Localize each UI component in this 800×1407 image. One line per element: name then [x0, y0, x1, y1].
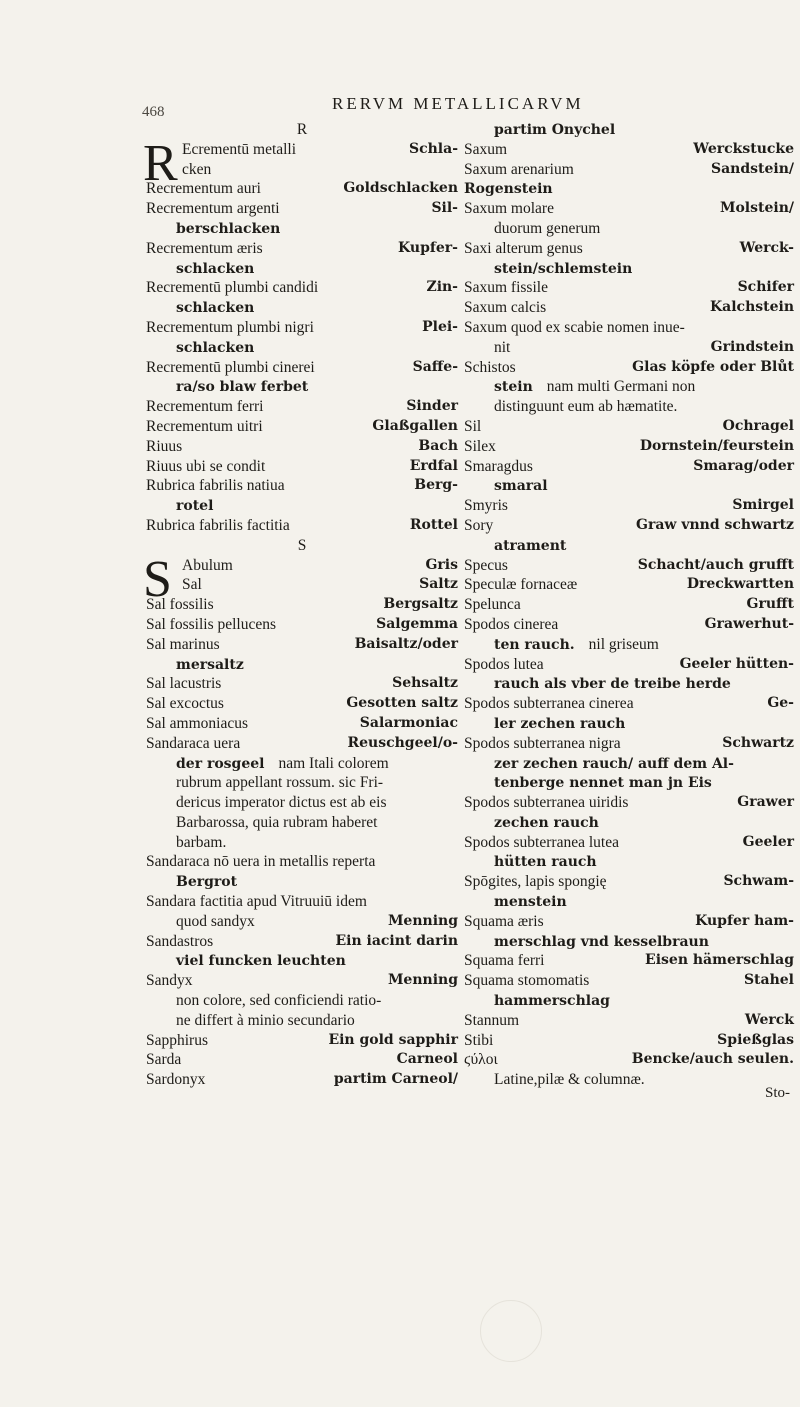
- entry-line: [464, 457, 794, 477]
- latin-term: Spodos lutea: [464, 655, 544, 673]
- entry-line: [146, 160, 458, 180]
- german-term: Berg-: [414, 477, 458, 494]
- entry-line: [464, 615, 794, 635]
- entry-line: [464, 793, 794, 813]
- german-continuation: rauch als vber de treibe herde: [494, 676, 731, 693]
- entry-line: [146, 120, 458, 140]
- latin-term: Spodos subterranea cinerea: [464, 695, 634, 713]
- entry-line: [146, 833, 458, 853]
- german-term: Glaßgallen: [372, 417, 458, 434]
- latin-term: Sal excoctus: [146, 695, 224, 713]
- german-term: Ochragel: [722, 417, 794, 434]
- entry-line: [464, 595, 794, 615]
- entry-line: [146, 318, 458, 338]
- entry-line: [146, 892, 458, 912]
- latin-term: Spelunca: [464, 596, 521, 614]
- german-term: Spießglas: [717, 1031, 794, 1048]
- entry-line: [146, 179, 458, 199]
- entry-line: [464, 536, 794, 556]
- entry-line: [464, 278, 794, 298]
- german-term: Kalchstein: [709, 299, 794, 316]
- latin-term: Ecrementū metalli: [182, 140, 297, 158]
- german-continuation: stein/schlemstein: [494, 260, 633, 277]
- entry-line: [146, 476, 458, 496]
- german-term: Schwam-: [723, 873, 794, 890]
- entry-line: [464, 1031, 794, 1051]
- german-term: Plei-: [422, 318, 458, 335]
- latin-term: Riuus: [146, 437, 183, 455]
- german-term: Rottel: [409, 516, 458, 533]
- german-continuation: tenberge nennet man jn Eis: [494, 775, 712, 792]
- latin-term: Spodos subterranea lutea: [464, 833, 619, 851]
- german-continuation: ler zechen rauch: [494, 715, 626, 732]
- latin-term: Recrementum argenti: [146, 200, 280, 218]
- entry-line: [464, 991, 794, 1011]
- latin-term: Saxum: [464, 140, 508, 158]
- german-term: Saffe-: [412, 358, 458, 375]
- entry-line: [146, 912, 458, 932]
- latin-term: Speculæ fornaceæ: [464, 576, 578, 594]
- drop-capital: S: [143, 550, 172, 608]
- entry-line: [146, 951, 458, 971]
- drop-capital: R: [143, 134, 178, 192]
- latin-term: Sandaraca uera: [146, 734, 241, 752]
- german-term: Menning: [387, 912, 458, 929]
- latin-note: distinguunt eum ab hæmatite.: [494, 398, 678, 416]
- latin-note: non colore, sed conficiendi ratio-: [176, 992, 382, 1010]
- entry-line: [146, 991, 458, 1011]
- latin-term: Sapphirus: [146, 1031, 208, 1049]
- entry-line: [146, 377, 458, 397]
- entry-line: [146, 655, 458, 675]
- entry-line: [464, 694, 794, 714]
- german-term: Baisaltz/oder: [354, 635, 458, 652]
- entry-line: [146, 714, 458, 734]
- german-term: Menning: [387, 972, 458, 989]
- latin-term: Sandyx: [146, 972, 193, 990]
- entry-line: [146, 595, 458, 615]
- german-term: Erdfal: [409, 457, 458, 474]
- latin-term: Smyris: [464, 497, 508, 515]
- latin-term: Saxum molare: [464, 200, 554, 218]
- german-term: Eisen hämerschlag: [645, 952, 794, 969]
- entry-line: [464, 120, 794, 140]
- german-continuation: smaral: [494, 478, 548, 495]
- german-term: Kupfer ham-: [695, 912, 794, 929]
- entry-line: [146, 397, 458, 417]
- latin-note: rubrum appellant rossum. sic Fri-: [176, 774, 384, 792]
- german-term: Grawerhut-: [704, 615, 794, 632]
- entry-line: [464, 892, 794, 912]
- german-term: Werckstucke: [693, 140, 794, 157]
- german-term: Kupfer-: [398, 239, 458, 256]
- german-term: Sehsaltz: [392, 675, 458, 692]
- entry-line: [464, 1011, 794, 1031]
- entry-line: [146, 278, 458, 298]
- latin-term: Rubrica fabrilis natiua: [146, 477, 285, 495]
- german-continuation: berschlacken: [176, 220, 281, 237]
- german-continuation: zer zechen rauch/ auff dem Al-: [494, 755, 734, 772]
- entry-line: [464, 259, 794, 279]
- latin-term: nit: [494, 338, 511, 356]
- german-term: Sil-: [431, 200, 458, 217]
- german-term: Bergsaltz: [383, 596, 458, 613]
- latin-term: cken: [182, 160, 212, 178]
- german-term: Zin-: [426, 279, 458, 296]
- entry-line: [146, 674, 458, 694]
- latin-term: Rubrica fabrilis factitia: [146, 516, 290, 534]
- german-continuation: zechen rauch: [494, 814, 599, 831]
- german-term: Ein gold sapphir: [328, 1031, 458, 1048]
- latin-term: Abulum: [182, 556, 233, 574]
- entry-line: [146, 734, 458, 754]
- latin-term: ϛύλοι: [464, 1051, 498, 1069]
- german-term: Graw vnnd schwartz: [636, 516, 794, 533]
- entry-line: [464, 734, 794, 754]
- latin-note: Latine,pilæ & columnæ.: [494, 1071, 645, 1089]
- entry-line: [464, 714, 794, 734]
- german-continuation: hammerschlag: [494, 993, 610, 1010]
- entry-line: [146, 754, 458, 774]
- entry-line: [464, 179, 794, 199]
- entry-line: [146, 1031, 458, 1051]
- entry-line: [464, 951, 794, 971]
- entry-line: [464, 397, 794, 417]
- entry-line: [146, 1011, 458, 1031]
- entry-line: [464, 655, 794, 675]
- entry-line: [464, 932, 794, 952]
- german-term: Stahel: [743, 972, 794, 989]
- catchword: Sto-: [764, 1085, 790, 1101]
- latin-term: Spodos subterranea nigra: [464, 734, 621, 752]
- paper-stain: [480, 1300, 542, 1362]
- german-term: Schifer: [737, 279, 794, 296]
- german-continuation: menstein: [494, 894, 567, 911]
- latin-term: Recrementū plumbi cinerei: [146, 358, 315, 376]
- german-term: Sandstein/: [710, 160, 794, 177]
- entry-line: [146, 219, 458, 239]
- german-continuation: der rosgeel: [176, 755, 265, 772]
- german-term: partim Carneol/: [333, 1071, 458, 1088]
- german-continuation: stein: [494, 379, 533, 396]
- latin-term: Sardonyx: [146, 1071, 206, 1089]
- entry-line: [464, 496, 794, 516]
- latin-term: Sarda: [146, 1051, 182, 1069]
- german-term: Goldschlacken: [343, 180, 458, 197]
- entry-line: [464, 813, 794, 833]
- german-term: Geeler: [742, 833, 794, 850]
- section-letter: S: [297, 536, 307, 554]
- latin-note: duorum generum: [494, 219, 601, 237]
- german-term: Carneol: [396, 1051, 458, 1068]
- entry-line: [464, 140, 794, 160]
- latin-term: Recrementum plumbi nigri: [146, 318, 314, 336]
- entry-line: [146, 298, 458, 318]
- german-term: Grawer: [737, 794, 794, 811]
- entry-line: [146, 536, 458, 556]
- entry-line: [146, 635, 458, 655]
- german-continuation: viel funcken leuchten: [176, 953, 346, 970]
- latin-term: Stannum: [464, 1011, 520, 1029]
- latin-term: Sal marinus: [146, 635, 220, 653]
- entry-line: [464, 160, 794, 180]
- german-term: Bencke/auch seulen.: [631, 1051, 794, 1068]
- entry-line: [464, 417, 794, 437]
- entry-line: [146, 457, 458, 477]
- latin-term: Sal lacustris: [146, 675, 222, 693]
- left-column: [143, 120, 458, 1090]
- entry-line: [146, 239, 458, 259]
- entry-line: [146, 852, 458, 872]
- latin-term: Spodos subterranea uiridis: [464, 794, 629, 812]
- latin-term: Squama stomomatis: [464, 972, 590, 990]
- latin-term: Sandaraca nō uera in metallis reperta: [146, 853, 376, 871]
- latin-term: Recrementum uitri: [146, 417, 263, 435]
- latin-term: Spodos cinerea: [464, 615, 559, 633]
- entry-line: [146, 694, 458, 714]
- latin-term: Squama æris: [464, 912, 544, 930]
- german-term: Grufft: [746, 596, 794, 613]
- entry-line: [464, 773, 794, 793]
- entry-line: [464, 239, 794, 259]
- german-term: Ge-: [767, 695, 794, 712]
- entry-line: [464, 971, 794, 991]
- entry-line: [464, 635, 794, 655]
- german-term: Dornstein/feurstein: [639, 437, 794, 454]
- latin-term: Sandara factitia apud Vitruuiū idem: [146, 893, 367, 911]
- german-term: Smirgel: [732, 497, 794, 514]
- entry-line: [464, 437, 794, 457]
- entry-line: [464, 852, 794, 872]
- running-head: RERVM METALLICARVM: [332, 94, 584, 113]
- latin-term: Stibi: [464, 1031, 494, 1049]
- latin-term: Saxum arenarium: [464, 160, 574, 178]
- latin-term: Squama ferri: [464, 952, 545, 970]
- entry-line: [146, 971, 458, 991]
- latin-note: nil griseum: [588, 635, 659, 653]
- entry-line: [146, 496, 458, 516]
- entry-line: [464, 1070, 794, 1090]
- latin-term: Saxum fissile: [464, 279, 548, 297]
- entry-line: [146, 417, 458, 437]
- latin-term: Riuus ubi se condit: [146, 457, 266, 475]
- entry-line: [464, 833, 794, 853]
- german-term: Molstein/: [719, 200, 794, 217]
- entry-line: [146, 437, 458, 457]
- entry-line: [464, 516, 794, 536]
- latin-note: barbam.: [176, 833, 227, 851]
- entry-line: [146, 516, 458, 536]
- latin-term: Specus: [464, 556, 508, 574]
- german-continuation: mersaltz: [176, 656, 244, 673]
- latin-term: Saxum calcis: [464, 299, 547, 317]
- entry-line: [464, 219, 794, 239]
- latin-term: Recrementum æris: [146, 239, 263, 257]
- entry-line: [464, 298, 794, 318]
- german-continuation: hütten rauch: [494, 854, 597, 871]
- german-term: Werck: [744, 1011, 794, 1028]
- right-column: [464, 120, 794, 1090]
- german-term: Grindstein: [710, 338, 794, 355]
- latin-note: ne differt à minio secundario: [176, 1011, 355, 1029]
- entry-line: [146, 199, 458, 219]
- latin-term: Spōgites, lapis spongię: [464, 873, 607, 891]
- latin-term: Sal ammoniacus: [146, 714, 249, 732]
- entry-line: [464, 872, 794, 892]
- latin-term: Sal fossilis: [146, 596, 214, 614]
- entry-line: [146, 358, 458, 378]
- entry-line: [146, 773, 458, 793]
- entry-line: [146, 259, 458, 279]
- entry-line: [464, 358, 794, 378]
- german-term: Bach: [418, 437, 458, 454]
- german-continuation: Bergrot: [176, 874, 238, 891]
- german-term: Salarmoniac: [359, 714, 458, 731]
- latin-term: Sal fossilis pellucens: [146, 615, 277, 633]
- latin-term: Recrementū plumbi candidi: [146, 279, 319, 297]
- entry-line: [464, 338, 794, 358]
- german-term: Gris: [425, 556, 458, 573]
- german-term: Schla-: [408, 140, 458, 157]
- entry-line: [146, 1050, 458, 1070]
- latin-term: Saxum quod ex scabie nomen inue-: [464, 318, 685, 336]
- german-continuation: schlacken: [176, 260, 255, 277]
- german-continuation: Rogenstein: [464, 181, 553, 198]
- section-letter: R: [296, 121, 308, 138]
- german-continuation: schlacken: [176, 339, 255, 356]
- german-continuation: atrament: [494, 537, 567, 554]
- german-continuation: rotel: [176, 498, 214, 515]
- latin-note: dericus imperator dictus est ab eis: [176, 794, 387, 812]
- german-term: Sinder: [406, 398, 458, 415]
- entry-line: [146, 338, 458, 358]
- german-term: Schacht/auch grufft: [637, 556, 794, 573]
- german-term: Reuschgeel/o-: [347, 734, 458, 751]
- entry-line: [464, 1050, 794, 1070]
- latin-term: Saxi alterum genus: [464, 239, 583, 257]
- entry-line: [464, 199, 794, 219]
- entry-line: [464, 912, 794, 932]
- entry-line: [146, 1070, 458, 1090]
- german-term: Saltz: [419, 576, 458, 593]
- entry-line: [464, 476, 794, 496]
- german-continuation: merschlag vnd kesselbraun: [494, 933, 709, 950]
- latin-term: Recrementum ferri: [146, 398, 264, 416]
- entry-line: [464, 377, 794, 397]
- german-term: Ein iacint darin: [335, 932, 458, 949]
- entry-line: [146, 813, 458, 833]
- entry-line: [146, 793, 458, 813]
- german-term: Geeler hütten-: [679, 655, 794, 672]
- latin-note: nam multi Germani non: [546, 378, 696, 396]
- entry-line: [464, 556, 794, 576]
- latin-term: Sal: [182, 576, 202, 594]
- entry-line: [464, 674, 794, 694]
- latin-term: Silex: [464, 437, 496, 455]
- german-continuation: ten rauch.: [494, 636, 575, 653]
- entry-line: [146, 932, 458, 952]
- latin-term: Smaragdus: [464, 457, 533, 475]
- german-term: Glas köpfe oder Blůt: [632, 358, 794, 375]
- german-term: Dreckwartten: [686, 576, 794, 593]
- german-continuation: partim Onychel: [494, 122, 616, 138]
- page-number: 468: [142, 104, 165, 120]
- entry-line: [464, 754, 794, 774]
- latin-term: Recrementum auri: [146, 180, 261, 198]
- latin-term: Sil: [464, 417, 482, 435]
- entry-line: [464, 318, 794, 338]
- german-term: Schwartz: [722, 734, 794, 751]
- german-term: Smarag/oder: [693, 457, 794, 474]
- german-continuation: schlacken: [176, 300, 255, 317]
- entry-line: [464, 575, 794, 595]
- entry-line: [146, 615, 458, 635]
- entry-line: [146, 872, 458, 892]
- latin-term: Sory: [464, 516, 494, 534]
- latin-note: Barbarossa, quia rubram haberet: [176, 813, 378, 831]
- german-continuation: ra/so blaw ferbet: [176, 379, 309, 396]
- latin-note: nam Itali colorem: [278, 754, 389, 772]
- entry-line: [146, 575, 458, 595]
- latin-term: quod sandyx: [176, 912, 255, 930]
- german-term: Gesotten saltz: [346, 695, 458, 712]
- german-term: Werck-: [739, 239, 794, 256]
- latin-term: Schistos: [464, 358, 516, 376]
- german-term: Salgemma: [376, 615, 458, 632]
- latin-term: Sandastros: [146, 932, 214, 950]
